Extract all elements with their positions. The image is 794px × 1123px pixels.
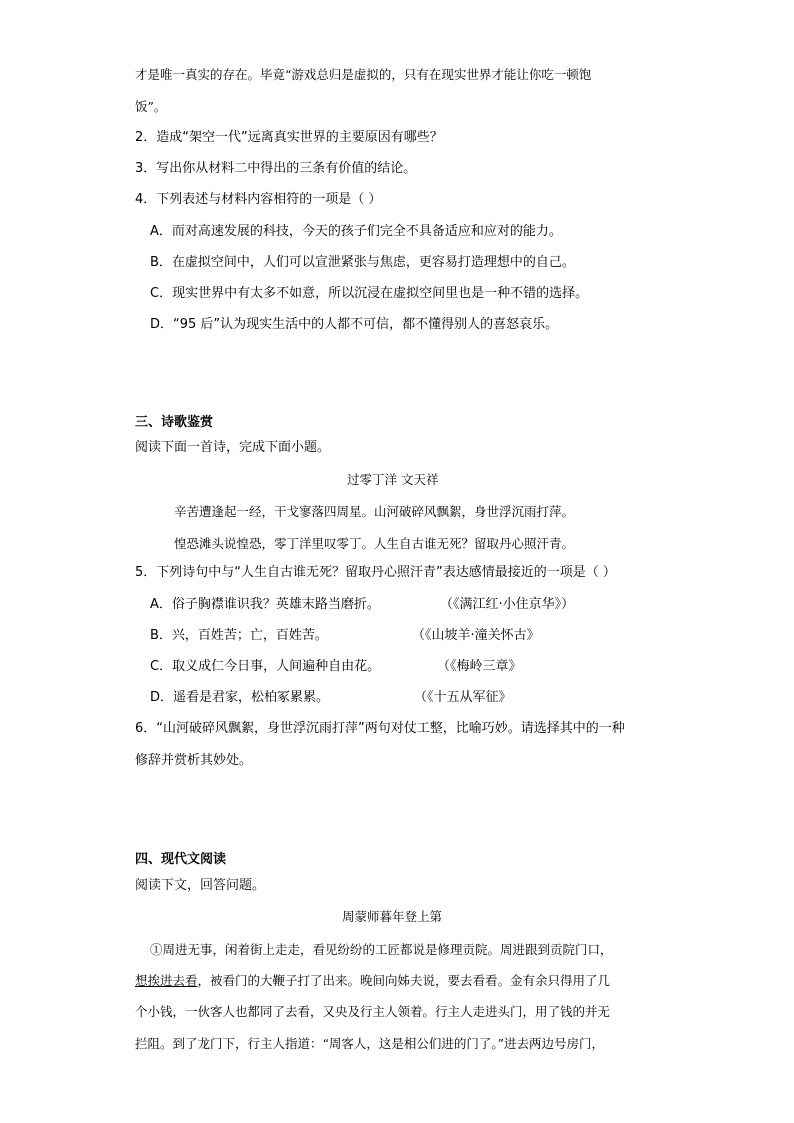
- q4-option-a: A．而对高速发展的科技，今天的孩子们完全不具备适应和应对的能力。: [150, 224, 562, 239]
- poem-line-1: 辛苦遭逢起一经，干戈寥落四周星。山河破碎风飘絮，身世浮沉雨打萍。: [174, 504, 575, 519]
- poem-line-2: 惶恐滩头说惶恐，零丁洋里叹零丁。人生自古谁无死？留取丹心照汗青。: [174, 536, 575, 551]
- paragraph-line-1: ①周进无事，闲着街上走走，看见纷纷的工匠都说是修理贡院。周进跟到贡院门口，: [150, 942, 613, 957]
- section-3-instruction: 阅读下面一首诗，完成下面小题。: [135, 440, 331, 455]
- question-6-line-1: 6．“山河破碎风飘絮，身世浮沉雨打萍”两句对仗工整，比喻巧妙。请选择其中的一种: [135, 721, 625, 736]
- q4-option-d: D．“95 后”认为现实生活中的人都不可信，都不懂得别人的喜怒哀乐。: [150, 317, 559, 332]
- paragraph-line-4: 拦阻。到了龙门下，行主人指道：“周客人，这是相公们进的门了。”进去两边号房门，: [135, 1036, 605, 1051]
- q4-option-c: C．现实世界中有太多不如意，所以沉浸在虚拟空间里也是一种不错的选择。: [150, 286, 589, 301]
- question-4: 4．下列表述与材料内容相符的一项是（ ）: [135, 192, 382, 207]
- continuation-line-1: 才是唯一真实的存在。毕竟“游戏总归是虚拟的，只有在现实世界才能让你吃一顿饱: [135, 67, 592, 82]
- q5-option-c-source: （《梅岭三章》: [437, 659, 522, 674]
- q5-option-b: B．兴，百姓苦；亡，百姓苦。: [150, 628, 328, 643]
- question-3: 3．写出你从材料二中得出的三条有价值的结论。: [135, 161, 417, 176]
- q4-option-b: B．在虚拟空间中，人们可以宣泄紧张与焦虑，更容易打造理想中的自己。: [150, 255, 575, 270]
- section-4-heading: 四、现代文阅读: [135, 852, 227, 867]
- q5-option-d-source: （《十五从军征》: [414, 690, 512, 705]
- story-title: 周蒙师暮年登上第: [342, 909, 443, 924]
- underlined-phrase: 想挨进去看: [135, 973, 198, 988]
- q5-option-c: C．取义成仁今日事，人间遍种自由花。: [150, 659, 381, 674]
- section-4-instruction: 阅读下文，回答问题。: [135, 878, 266, 893]
- q5-option-a: A．俗子胸襟谁识我？英雄末路当磨折。: [150, 597, 380, 612]
- paragraph-line-2-rest: ，被看门的大鞭子打了出来。晚间向姊夫说，要去看看。金有余只得用了几: [197, 973, 611, 988]
- paragraph-line-2: [135, 971, 610, 991]
- question-2: 2．造成“架空一代”远离真实世界的主要原因有哪些？: [135, 130, 443, 145]
- q5-option-a-source: （《满江红·小住京华》）: [440, 597, 575, 612]
- continuation-line-2: 饭”。: [135, 99, 167, 114]
- question-6-line-2: 修辞并赏析其妙处。: [135, 753, 253, 768]
- question-5: 5．下列诗句中与“人生自古谁无死？留取丹心照汗青”表达感情最接近的一项是（ ）: [135, 565, 616, 580]
- section-3-heading: 三、诗歌鉴赏: [135, 415, 214, 430]
- poem-title: 过零丁洋 文天祥: [347, 472, 439, 487]
- q5-option-b-source: （《山坡羊·潼关怀古》: [412, 628, 540, 643]
- q5-option-d: D．遥看是君家，松柏冢累累。: [150, 690, 330, 705]
- paragraph-line-3: 个小钱，一伙客人也都同了去看，又央及行主人领着。行主人走进头门，用了钱的并无: [135, 1004, 611, 1019]
